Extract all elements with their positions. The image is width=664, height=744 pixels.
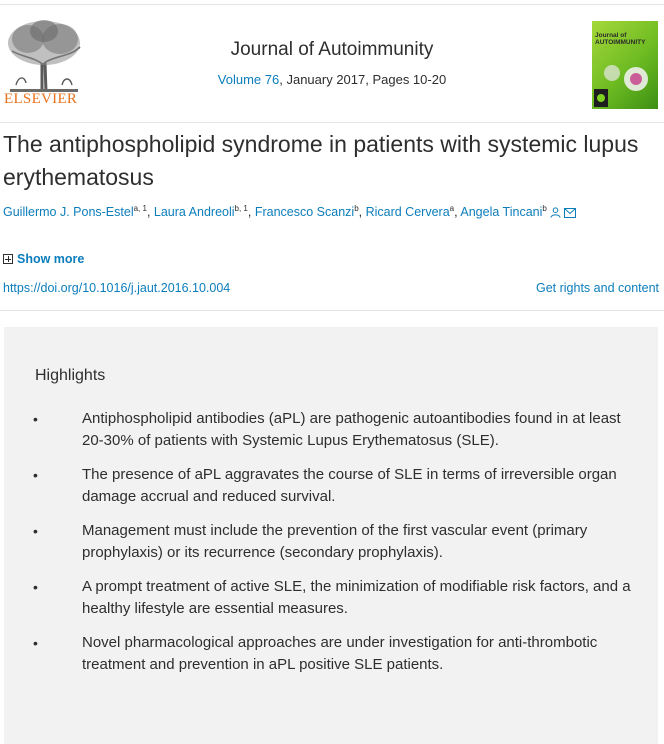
meta-divider (0, 310, 664, 311)
author-affiliation[interactable]: a, 1 (133, 204, 147, 213)
cover-title: Journal of AUTOIMMUNITY (595, 32, 646, 46)
highlights-heading: Highlights (35, 367, 106, 384)
list-item (4, 632, 658, 688)
bullet: • (33, 411, 38, 427)
highlights-panel (4, 327, 658, 744)
author-affiliation[interactable]: a (449, 204, 455, 213)
author-affiliation[interactable]: b (542, 204, 547, 213)
header-divider (0, 122, 664, 123)
author-affiliation[interactable]: b (354, 204, 359, 213)
list-item (4, 520, 658, 576)
journal-title[interactable]: Journal of Autoimmunity (230, 39, 434, 60)
bullet: • (33, 635, 38, 651)
author-link[interactable]: Guillermo J. Pons-Estel (3, 205, 134, 220)
highlight-text: The presence of aPL aggravates the course of SLE in terms of irreversible organ damage accrual and reduced survival. (82, 466, 617, 505)
envelope-icon[interactable] (564, 207, 576, 221)
highlight-text: Novel pharmacological approaches are under investigation for anti-thrombotic treatment and prevention in aPL positive SLE patients. (82, 634, 598, 673)
author-link[interactable]: Francesco Scanzi (254, 205, 355, 220)
author-link[interactable]: Laura Andreoli (153, 205, 235, 220)
article-title: The antiphospholipid syndrome in patients with systemic lupus erythematosus (3, 131, 639, 190)
author-separator: , (146, 205, 154, 220)
issue-details: , January 2017, Pages 10-20 (279, 72, 447, 87)
author-link[interactable]: Ricard Cervera (365, 205, 450, 220)
highlight-text: Management must include the prevention of the first vascular event (primary prophylaxis) or its recurrence (secondary prophylaxis). (82, 522, 588, 561)
list-item (4, 576, 658, 632)
list-item (4, 464, 658, 520)
author-link[interactable]: Angela Tincani (460, 205, 543, 220)
author-separator: , (247, 205, 255, 220)
author-affiliation[interactable]: b, 1 (234, 204, 248, 213)
journal-header (0, 5, 664, 117)
show-more-label: Show more (17, 252, 85, 266)
person-icon[interactable] (550, 207, 561, 221)
publisher-wordmark: ELSEVIER (4, 91, 78, 107)
rights-link[interactable]: Get rights and content (536, 281, 659, 295)
expand-plus-icon (3, 254, 13, 264)
journal-cover-thumbnail[interactable] (592, 21, 658, 109)
show-more-toggle[interactable] (3, 252, 84, 266)
issue-line (0, 72, 664, 87)
bullet: • (33, 467, 38, 483)
highlights-list (4, 408, 658, 688)
list-item (4, 408, 658, 464)
highlight-text: Antiphospholipid antibodies (aPL) are pathogenic autoantibodies found in at least 20-30% of patients with Systemic Lupus Erythematosus (SLE). (82, 410, 621, 449)
bullet: • (33, 579, 38, 595)
volume-link[interactable]: Volume 76 (217, 72, 280, 87)
highlight-text: A prompt treatment of active SLE, the minimization of modifiable risk factors, and a healthy lifestyle are essential measures. (82, 578, 631, 617)
author-separator: , (358, 205, 366, 220)
author-list (3, 204, 663, 221)
doi-link[interactable]: https://doi.org/10.1016/j.jaut.2016.10.004 (3, 281, 231, 295)
bullet: • (33, 523, 38, 539)
author-separator: , (454, 205, 461, 220)
